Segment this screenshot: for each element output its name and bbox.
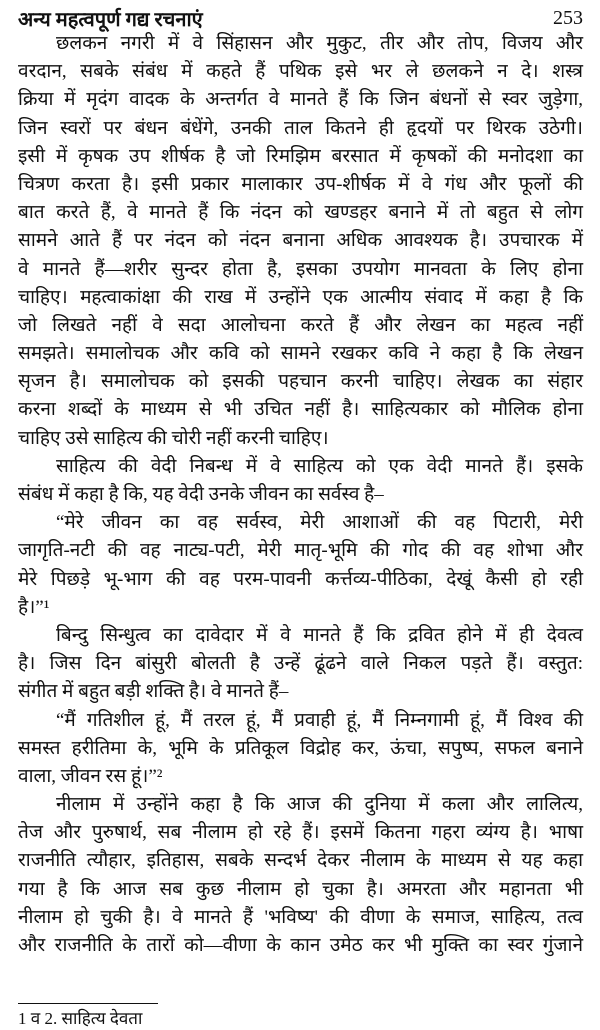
paragraph: [18, 707, 583, 792]
text-line: वे मानते हैं—शरीर सुन्दर होता है, इसका उपयोग मानवता के लिए होना: [18, 258, 583, 280]
footnote-divider: [18, 1003, 158, 1004]
paragraph: [18, 791, 583, 960]
text-line: समस्त हरीतिमा के, भूमि के प्रतिकूल विद्रोह कर, ऊंचा, सपुष्प, सफल बनाने: [18, 737, 583, 759]
chapter-title: अन्य महत्वपूर्ण गद्य रचनाएं: [18, 8, 203, 31]
text-line: समझते। समालोचक और कवि को सामने रखकर कवि ने कहा है कि लेखन: [18, 343, 583, 365]
text-line: जिन स्वरों पर बंधन बंधेंगे, उनकी ताल कितने ही हृदयों पर थिरक उठेगी।: [18, 117, 583, 139]
text-line: “मेरे जीवन का वह सर्वस्व, मेरी आशाओं की वह पिटारी, मेरी: [56, 512, 583, 534]
text-line: चाहिए। महत्वाकांक्षा की राख में उन्होंने एक आत्मीय संवाद में कहा है कि: [18, 286, 583, 308]
text-line: नीलाम में उन्होंने कहा है कि आज की दुनिया में कला और लालित्य,: [56, 794, 583, 816]
paragraph: [18, 453, 583, 509]
text-line: नीलाम हो चुकी है। वे मानते हैं 'भविष्य' की वीणा के समाज, साहित्य, तत्व: [18, 906, 583, 928]
running-header: [18, 4, 583, 32]
text-line: राजनीति त्यौहार, इतिहास, सबके सन्दर्भ देकर नीलाम के माध्यम से यह कहा: [18, 850, 583, 872]
text-line: जागृति-नटी की वह नाट्य-पटी, मेरी मातृ-भूमि की गोद की वह शोभा और: [18, 540, 583, 562]
text-line: और राजनीति के तारों को—वीणा के कान उमेठ कर भी मुक्ति का स्वर गुंजाने: [18, 935, 583, 956]
paragraph: [18, 30, 583, 453]
text-line: छलकन नगरी में वे सिंहासन और मुकुट, तीर और तोप, विजय और: [56, 33, 583, 54]
text-line: गया है कि आज सब कुछ नीलाम हो चुका है। अमरता और महानता भी: [18, 878, 583, 900]
text-line: साहित्य की वेदी निबन्ध में वे साहित्य को एक वेदी मानते हैं। इसके: [56, 455, 583, 477]
text-line: वरदान, सबके संबंध में कहते हैं पथिक इसे भर ले छलकने न दे। शस्त्र: [18, 61, 583, 83]
text-line: सामने आते हैं पर नंदन को नंदन बनाना अधिक आवश्यक है। उपचारक में: [18, 230, 583, 252]
paragraph: [18, 622, 583, 707]
text-line: वाला, जीवन रस हूं।”²: [18, 765, 163, 787]
text-line: चित्रण करता है। इसी प्रकार मालाकार उप-शीर्षक में वे गंध और फूलों की: [18, 173, 583, 195]
text-line: “मैं गतिशील हूं, मैं तरल हूं, मैं प्रवाही हूं, मैं निम्नगामी हूं, मैं विश्व की: [56, 709, 583, 731]
text-line: करना शब्दों के माध्यम से भी उचित नहीं है। साहित्यकार को मौलिक होना: [18, 399, 583, 421]
text-line: है।”¹: [18, 596, 50, 618]
text-line: बात करते हैं, वे मानते हैं कि नंदन को खण्डहर बनाने में तो बहुत से लोग: [18, 202, 583, 224]
text-line: इसी में कृषक उप शीर्षक है जो रिमझिम बरसात में कृषकों की मनोदशा का: [18, 145, 583, 167]
text-line: चाहिए उसे साहित्य की चोरी नहीं करनी चाहिए।: [18, 427, 329, 449]
text-line: बिन्दु सिन्धुत्व का दावेदार में वे मानते हैं कि द्रवित होने में ही देवत्व: [56, 624, 583, 646]
text-line: क्रिया में मृदंग वादक के अन्तर्गत वे मानते हैं कि जिन बंधनों से स्वर जुड़ेगा,: [18, 89, 583, 111]
text-line: सृजन है। समालोचक को इसकी पहचान करनी चाहिए। लेखक का संहार: [18, 371, 583, 393]
paragraph: [18, 509, 583, 622]
page-body: [18, 30, 583, 960]
text-line: है। जिस दिन बांसुरी बोलती है उन्हें ढूंढने वाले निकल पड़ते हैं। वस्तुत:: [18, 653, 583, 675]
text-line: मेरे पिछड़े भू-भाग की वह परम-पावनी कर्त्तव्य-पीठिका, देखूं कैसी हो रही: [18, 568, 583, 590]
text-line: जो लिखते नहीं वे सदा आलोचना करते हैं और लेखन का महत्व नहीं: [18, 314, 583, 336]
text-line: तेज और पुरुषार्थ, सब नीलाम हो रहे हैं। इसमें कितना गहरा व्यंग्य है। भाषा: [18, 822, 583, 844]
footnote: 1 व 2. साहित्य देवता: [18, 1009, 143, 1028]
text-line: संबंध में कहा है कि, यह वेदी उनके जीवन का सर्वस्व है–: [18, 484, 384, 505]
text-line: संगीत में बहुत बड़ी शक्ति है। वे मानते हैं–: [18, 681, 289, 703]
page-number: 253: [553, 6, 583, 29]
